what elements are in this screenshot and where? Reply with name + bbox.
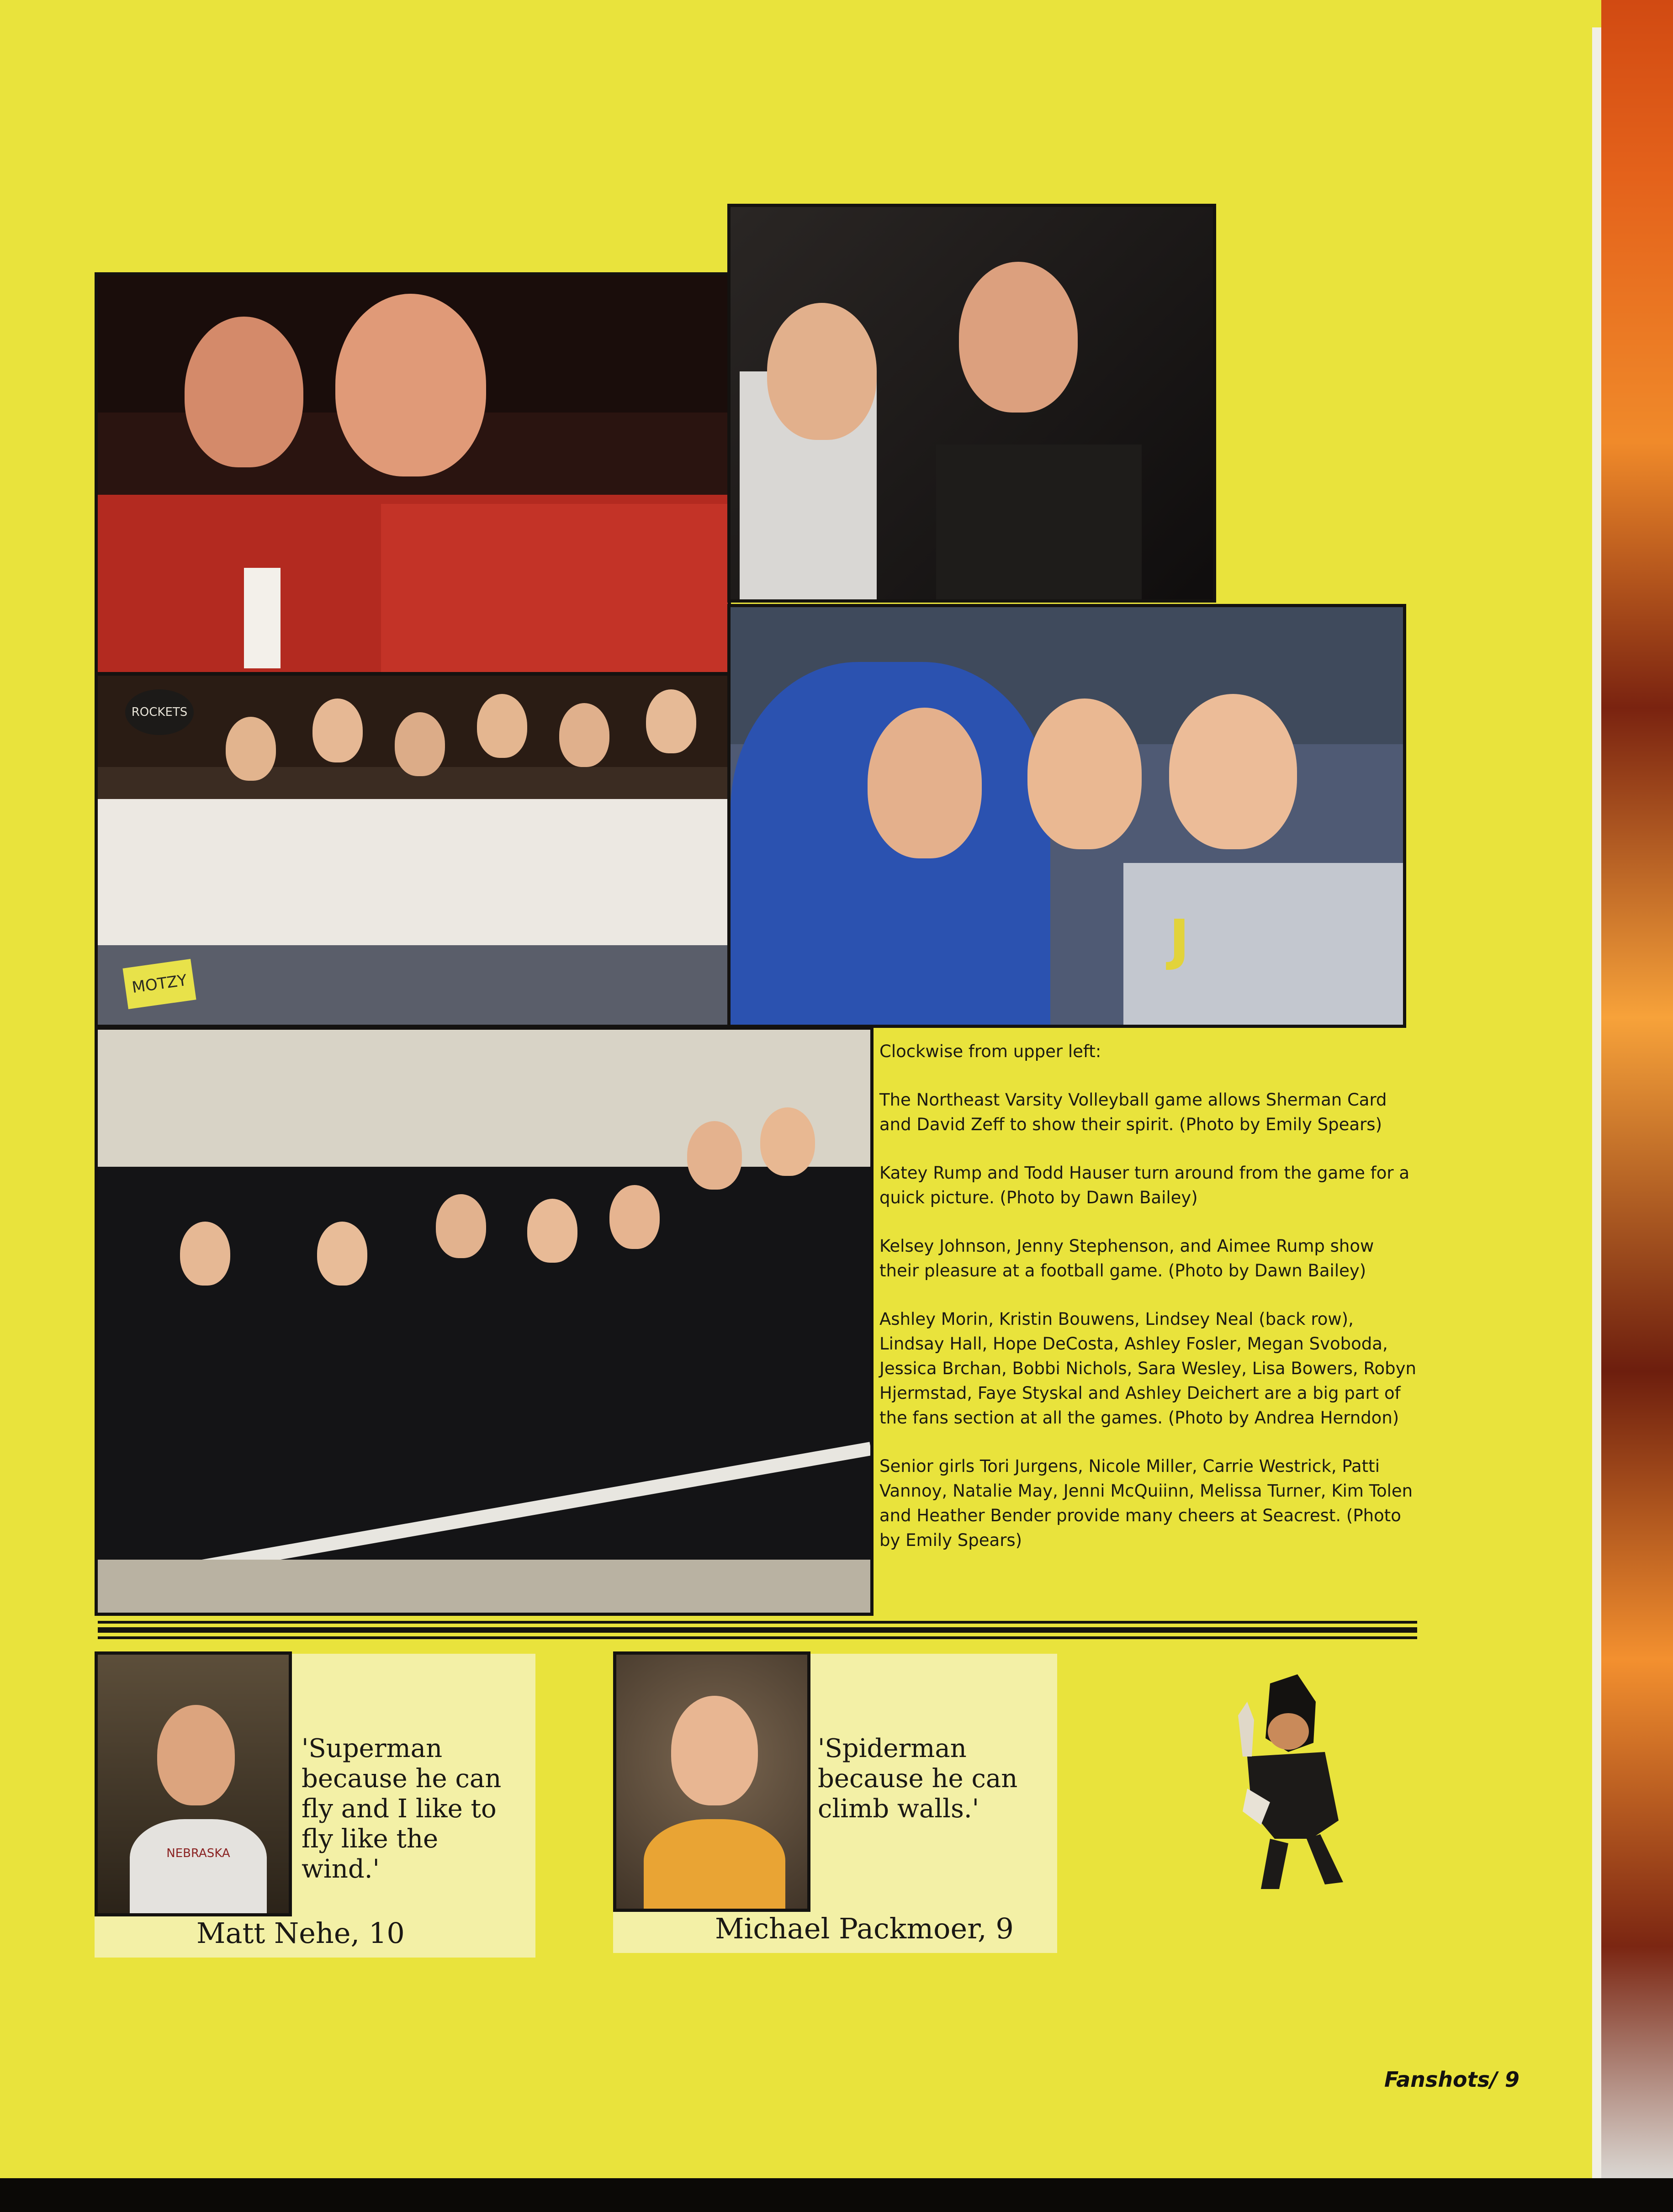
photo-captions	[879, 1039, 1419, 1577]
page-folio: Fanshots/ 9	[1384, 2067, 1519, 2092]
photo-kelsey-jenny-aimee	[727, 604, 1406, 1028]
portrait-matt-nehe	[95, 1651, 292, 1916]
divider-line	[98, 1621, 1417, 1624]
photo-senior-girls	[95, 1027, 874, 1616]
quote-matt-nehe: 'Superman because he can fly and I like to fly like the wind.'	[302, 1734, 502, 1884]
rockets-ball: ROCKETS	[125, 689, 194, 735]
mascot-figure	[1220, 1674, 1366, 1903]
caption-intro: Clockwise from upper left:	[879, 1042, 1101, 1061]
portrait-michael-packmoer	[613, 1651, 810, 1912]
caption-1: The Northeast Varsity Volleyball game allows Sherman Card and David Zeff to show their spirit. (Photo by Emily Spears)	[879, 1090, 1387, 1134]
name-matt-nehe: Matt Nehe, 10	[196, 1916, 405, 1950]
divider-line	[98, 1627, 1417, 1633]
photo-katey-todd	[727, 204, 1216, 603]
photo-sherman-david	[95, 272, 731, 675]
scan-bottom-edge	[0, 2178, 1673, 2212]
divider-line	[98, 1636, 1417, 1639]
quote-michael-packmoer: 'Spiderman because he can climb walls.'	[818, 1734, 1018, 1824]
hoodie-letter: J	[1169, 909, 1190, 972]
caption-2: Katey Rump and Todd Hauser turn around from the game for a quick picture. (Photo by Dawn Bailey)	[879, 1163, 1409, 1207]
caption-3: Kelsey Johnson, Jenny Stephenson, and Aimee Rump show their pleasure at a football game. (Photo by Dawn Bailey)	[879, 1236, 1374, 1281]
photo-fans-section	[95, 672, 731, 1028]
mascot-icon	[1220, 1674, 1366, 1903]
caption-5: Senior girls Tori Jurgens, Nicole Miller, Carrie Westrick, Patti Vannoy, Natalie May, Jenni McQuiinn, Melissa Turner, Kim Tolen and Heather Bender provide many cheers at Seacrest. (Photo by Emily Spears)	[879, 1456, 1413, 1550]
caption-4: Ashley Morin, Kristin Bouwens, Lindsey Neal (back row), Lindsay Hall, Hope DeCosta, Ashley Fosler, Megan Svoboda, Jessica Brchan, Bobbi Nichols, Sara Wesley, Lisa Bowers, Robyn Hjermstad, Faye Styskal and Ashley Deichert are a big part of the fans section at all the games. (Photo by Andrea Herndon)	[879, 1309, 1416, 1428]
name-michael-packmoer: Michael Packmoer, 9	[715, 1912, 1014, 1945]
fan-sign: MOTZY	[122, 959, 196, 1009]
book-cover-edge	[1601, 0, 1673, 2212]
shirt-text: NEBRASKA	[130, 1819, 267, 1916]
